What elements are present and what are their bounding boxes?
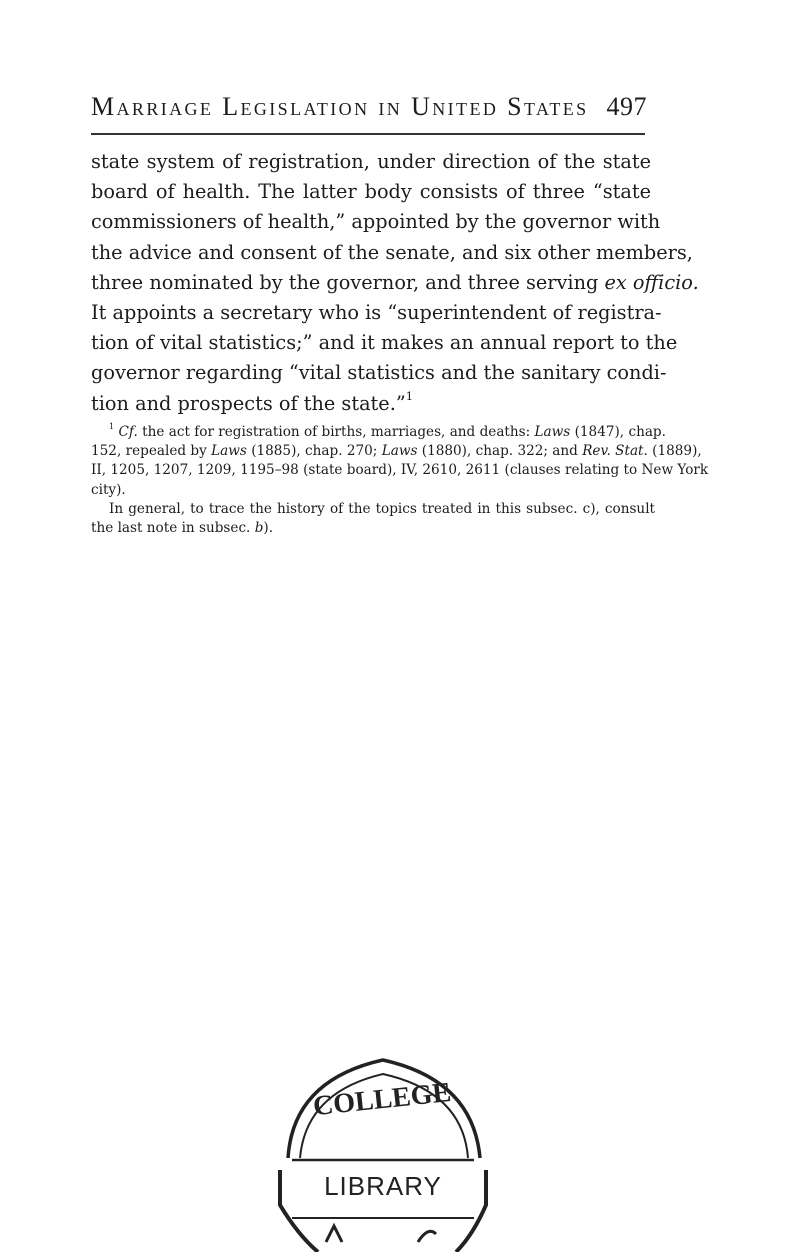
header-rule <box>91 133 645 135</box>
body-line: board of health. The latter body consists of three “state <box>91 180 651 204</box>
footnote-text: (1885), chap. 270; <box>251 443 378 460</box>
body-line: commissioners of health,” appointed by the governor with <box>91 210 661 234</box>
footnote-text: (1847), chap. <box>574 424 666 440</box>
footnote-reference: 1 <box>405 389 414 404</box>
running-header <box>91 92 655 128</box>
stamp-label: LIBRARY <box>324 1171 442 1201</box>
body-line-text: tion and prospects of the state.” <box>91 391 406 415</box>
body-line: It appoints a secretary who is “superintendent of registra- <box>91 301 662 325</box>
body-line: tion of vital statistics;” and it makes an annual report to the <box>91 331 678 355</box>
footnotes <box>91 421 709 538</box>
body-line: governor regarding “vital statistics and the sanitary condi- <box>91 361 667 385</box>
italic-laws: Laws <box>534 424 571 440</box>
body-line: state system of registration, under direction of the state <box>91 150 651 173</box>
footnote-text: (1889), <box>652 443 702 460</box>
body-line <box>91 268 699 298</box>
footnote-line: In general, to trace the history of the topics treated in this subsec. c), consult <box>109 500 655 517</box>
italic-laws: Laws <box>381 443 418 460</box>
italic-letter: b <box>254 520 264 537</box>
library-stamp <box>268 1030 498 1252</box>
body-line: the advice and consent of the senate, and six other members, <box>91 240 693 264</box>
italic-laws: Laws <box>211 443 247 460</box>
footnote-line: II, 1205, 1207, 1209, 1195–98 (state board), IV, 2610, 2611 (clauses relating to New York <box>91 462 709 479</box>
italic-cf: Cf. <box>118 424 138 440</box>
footnote-text: ). <box>263 520 274 537</box>
italic-phrase: ex officio. <box>604 270 699 294</box>
stamp-arc-text: COLLEGE <box>311 1076 453 1123</box>
footnote-line <box>91 519 655 538</box>
footnote-line <box>91 421 666 442</box>
italic-rev-stat: Rev. Stat. <box>582 443 648 460</box>
footnote-text: the act for registration of births, marriages, and deaths: <box>142 424 531 440</box>
footnote-line: city). <box>91 481 126 498</box>
footnote-text: (1880), chap. 322; and <box>421 443 578 460</box>
footnote-text: the last note in subsec. <box>91 520 251 537</box>
footnote-text: 152, repealed by <box>91 443 207 460</box>
footnote-marker: 1 <box>109 421 115 432</box>
body-paragraph <box>91 147 699 419</box>
body-line-text: three nominated by the governor, and three serving <box>91 270 599 294</box>
body-line <box>91 389 651 419</box>
footnote-line <box>91 442 702 461</box>
library-stamp-graphic <box>268 1030 498 1252</box>
page-number: 497 <box>606 92 647 121</box>
running-title: Marriage Legislation in United States <box>91 92 589 121</box>
